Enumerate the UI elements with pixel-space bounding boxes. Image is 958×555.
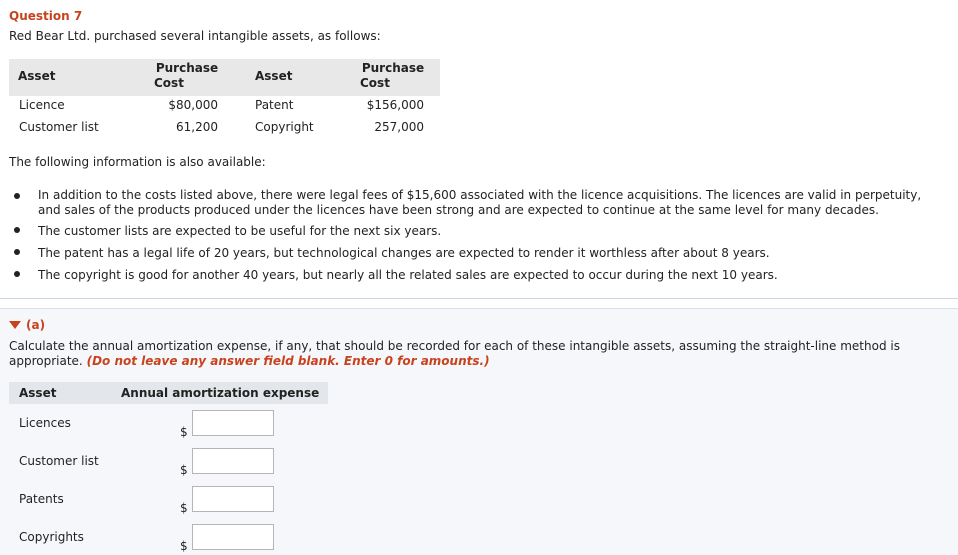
asset-cost: $80,000 <box>168 98 218 112</box>
bullet-dot <box>14 271 20 277</box>
asset-cost: $156,000 <box>366 98 424 112</box>
header-asset-2: Asset <box>255 69 293 83</box>
instruction-line-1: Calculate the annual amortization expense, if any, that should be recorded for each of these intangible assets, assuming the straight-line method is <box>9 339 900 353</box>
col-expense: Annual amortization expense <box>121 386 320 400</box>
instruction-line-2: appropriate. <box>9 354 83 368</box>
copyrights-amount-input[interactable] <box>192 524 274 550</box>
asset-name: Licence <box>19 98 65 112</box>
also-available-text: The following information is also available: <box>9 155 266 169</box>
header-asset-1: Asset <box>18 69 56 83</box>
header-purchase-2: Purchase <box>361 61 425 75</box>
bullet-text: and sales of the products produced under the licences have been strong and are expected to continue at the same level for many decades. <box>38 203 879 217</box>
section-divider <box>0 298 958 299</box>
part-a-instruction <box>9 339 929 369</box>
header-cost-2: Cost <box>360 76 390 90</box>
asset-name: Customer list <box>19 120 99 134</box>
instruction-note: (Do not leave any answer field blank. Enter 0 for amounts.) <box>86 354 490 368</box>
col-asset: Asset <box>19 386 57 400</box>
asset-name: Patent <box>255 98 294 112</box>
asset-name: Copyright <box>255 120 314 134</box>
bullet-text: The customer lists are expected to be useful for the next six years. <box>38 224 442 238</box>
question-intro: Red Bear Ltd. purchased several intangible assets, as follows: <box>9 29 381 43</box>
bullet-dot <box>14 193 20 199</box>
currency-symbol: $ <box>180 463 188 477</box>
currency-symbol: $ <box>180 501 188 515</box>
question-title: Question 7 <box>9 9 83 23</box>
patents-amount-input[interactable] <box>192 486 274 512</box>
bullet-dot <box>14 249 20 255</box>
header-purchase-1: Purchase <box>155 61 219 75</box>
header-cost-1: Cost <box>154 76 184 90</box>
asset-table-header <box>9 59 440 96</box>
currency-symbol: $ <box>180 539 188 553</box>
row-label: Licences <box>19 416 71 430</box>
bullet-dot <box>14 227 20 233</box>
row-label: Patents <box>19 492 64 506</box>
part-label: (a) <box>26 318 46 332</box>
asset-cost: 61,200 <box>176 120 218 134</box>
bullet-text: In addition to the costs listed above, there were legal fees of $15,600 associated with the licence acquisitions. The licences are valid in perpetuity, <box>38 188 922 202</box>
row-label: Customer list <box>19 454 99 468</box>
asset-cost: 257,000 <box>374 120 424 134</box>
part-a-toggle[interactable] <box>9 318 45 332</box>
row-label: Copyrights <box>19 530 84 544</box>
bullet-text: The copyright is good for another 40 years, but nearly all the related sales are expected to occur during the next 10 years. <box>38 268 778 282</box>
answer-table-header <box>9 382 328 404</box>
collapse-triangle-icon <box>9 321 21 329</box>
customer-list-amount-input[interactable] <box>192 448 274 474</box>
bullet-text: The patent has a legal life of 20 years, but technological changes are expected to render it worthless after about 8 years. <box>38 246 770 260</box>
currency-symbol: $ <box>180 425 188 439</box>
licences-amount-input[interactable] <box>192 410 274 436</box>
